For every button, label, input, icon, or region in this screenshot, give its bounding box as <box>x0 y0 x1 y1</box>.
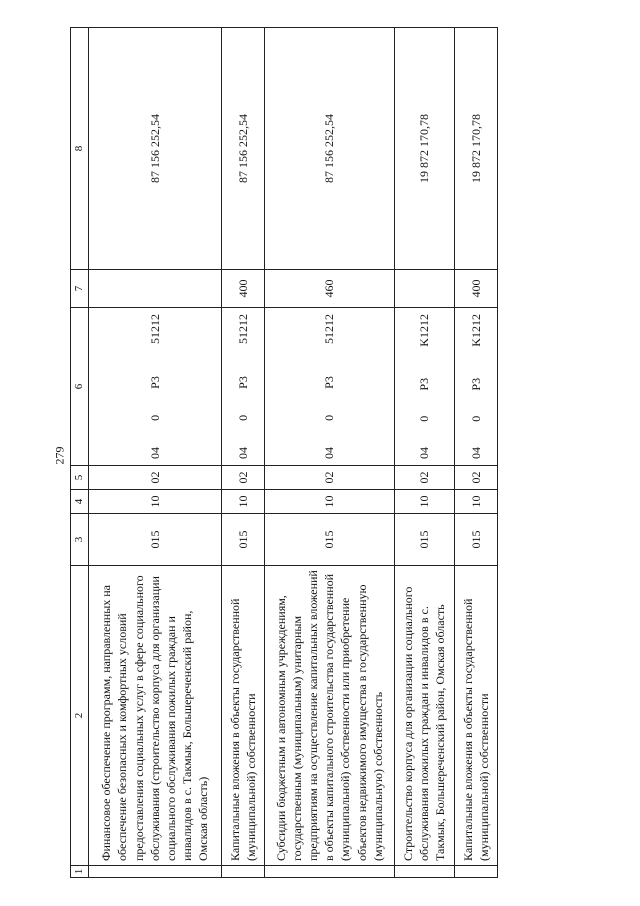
table-row <box>394 28 454 878</box>
item-name-cell: Строительство корпуса для организации социального обслуживания пожилых граждан и инвалидов в с. Такмык, Большереченский район, Омская область <box>394 566 454 866</box>
subprogram-code: 0 <box>468 415 483 422</box>
table-row <box>221 28 264 878</box>
expense-type-cell: 460 <box>264 270 394 308</box>
subsection-code-cell: 02 <box>394 466 454 490</box>
page-number-text: 279 <box>52 446 67 464</box>
section-code-cell: 10 <box>264 490 394 514</box>
page-number <box>48 440 72 470</box>
section-code-cell: 10 <box>221 490 264 514</box>
column-header: 7 <box>71 270 89 308</box>
ministry-code-cell: 015 <box>88 514 221 566</box>
column-header: 1 <box>71 866 89 878</box>
amount-cell: 87 156 252,54 <box>221 28 264 270</box>
item-name-cell: Финансовое обеспечение программ, направленных на обеспечение безопасных и комфортных условий предоставления социальных услуг в сфере социального обслуживания (строительство корпуса для организации социального обслуживания пожилых граждан и инвалидов в с. Такмык, Большереченский район, Омская область) <box>88 566 221 866</box>
table-row <box>88 28 221 878</box>
direction-code: K1212 <box>417 314 432 347</box>
amount-cell: 19 872 170,78 <box>454 28 497 270</box>
subsection-code-cell: 02 <box>88 466 221 490</box>
section-code-cell: 10 <box>88 490 221 514</box>
expense-type-cell: 400 <box>221 270 264 308</box>
column-number-row <box>71 28 89 878</box>
target-article-cell <box>394 308 454 466</box>
amount-cell: 87 156 252,54 <box>264 28 394 270</box>
table-row <box>454 28 497 878</box>
ministry-code-cell: 015 <box>394 514 454 566</box>
column-header: 4 <box>71 490 89 514</box>
column-header: 6 <box>71 308 89 466</box>
subprogram-code: 0 <box>322 414 337 421</box>
project-code: P3 <box>322 376 337 389</box>
item-name-cell: Субсидии бюджетным и автономным учреждениям, государственным (муниципальным) унитарным предприятиям на осуществление капитальных вложений в объекты капитального строительства государственной (муниципальной) собственности или приобретение объектов недвижимого имущества в государственную (муниципальную) собственность <box>264 566 394 866</box>
project-code: P3 <box>468 377 483 391</box>
section-code-cell: 10 <box>454 490 497 514</box>
table-row <box>264 28 394 878</box>
program-code: 04 <box>322 447 337 459</box>
project-code: P3 <box>147 376 162 389</box>
target-article-cell <box>264 308 394 466</box>
row-index-cell <box>88 866 221 878</box>
ministry-code-cell: 015 <box>454 514 497 566</box>
item-name-cell: Капитальные вложения в объекты государственной (муниципальной) собственности <box>221 566 264 866</box>
project-code: P3 <box>235 376 250 389</box>
rotated-table-container <box>70 28 500 878</box>
row-index-cell <box>394 866 454 878</box>
amount-cell: 87 156 252,54 <box>88 28 221 270</box>
subsection-code-cell: 02 <box>221 466 264 490</box>
subprogram-code: 0 <box>147 414 162 421</box>
section-code-cell: 10 <box>394 490 454 514</box>
direction-code: 51212 <box>147 314 162 345</box>
program-code: 04 <box>147 447 162 459</box>
program-code: 04 <box>468 447 483 459</box>
subsection-code-cell: 02 <box>454 466 497 490</box>
direction-code: K1212 <box>468 314 483 347</box>
column-header: 3 <box>71 514 89 566</box>
expense-type-cell <box>394 270 454 308</box>
item-name-cell: Капитальные вложения в объекты государственной (муниципальной) собственности <box>454 566 497 866</box>
direction-code: 51212 <box>235 314 250 345</box>
expense-type-cell <box>88 270 221 308</box>
column-header: 8 <box>71 28 89 270</box>
column-header: 2 <box>71 566 89 866</box>
target-article-cell <box>88 308 221 466</box>
target-article-cell <box>454 308 497 466</box>
column-header: 5 <box>71 466 89 490</box>
budget-table <box>70 27 498 878</box>
amount-cell: 19 872 170,78 <box>394 28 454 270</box>
row-index-cell <box>264 866 394 878</box>
project-code: P3 <box>417 377 432 391</box>
target-article-cell <box>221 308 264 466</box>
direction-code: 51212 <box>322 314 337 345</box>
ministry-code-cell: 015 <box>264 514 394 566</box>
expense-type-cell: 400 <box>454 270 497 308</box>
row-index-cell <box>221 866 264 878</box>
program-code: 04 <box>235 447 250 459</box>
ministry-code-cell: 015 <box>221 514 264 566</box>
subsection-code-cell: 02 <box>264 466 394 490</box>
row-index-cell <box>454 866 497 878</box>
program-code: 04 <box>417 447 432 459</box>
subprogram-code: 0 <box>417 415 432 422</box>
subprogram-code: 0 <box>235 414 250 421</box>
